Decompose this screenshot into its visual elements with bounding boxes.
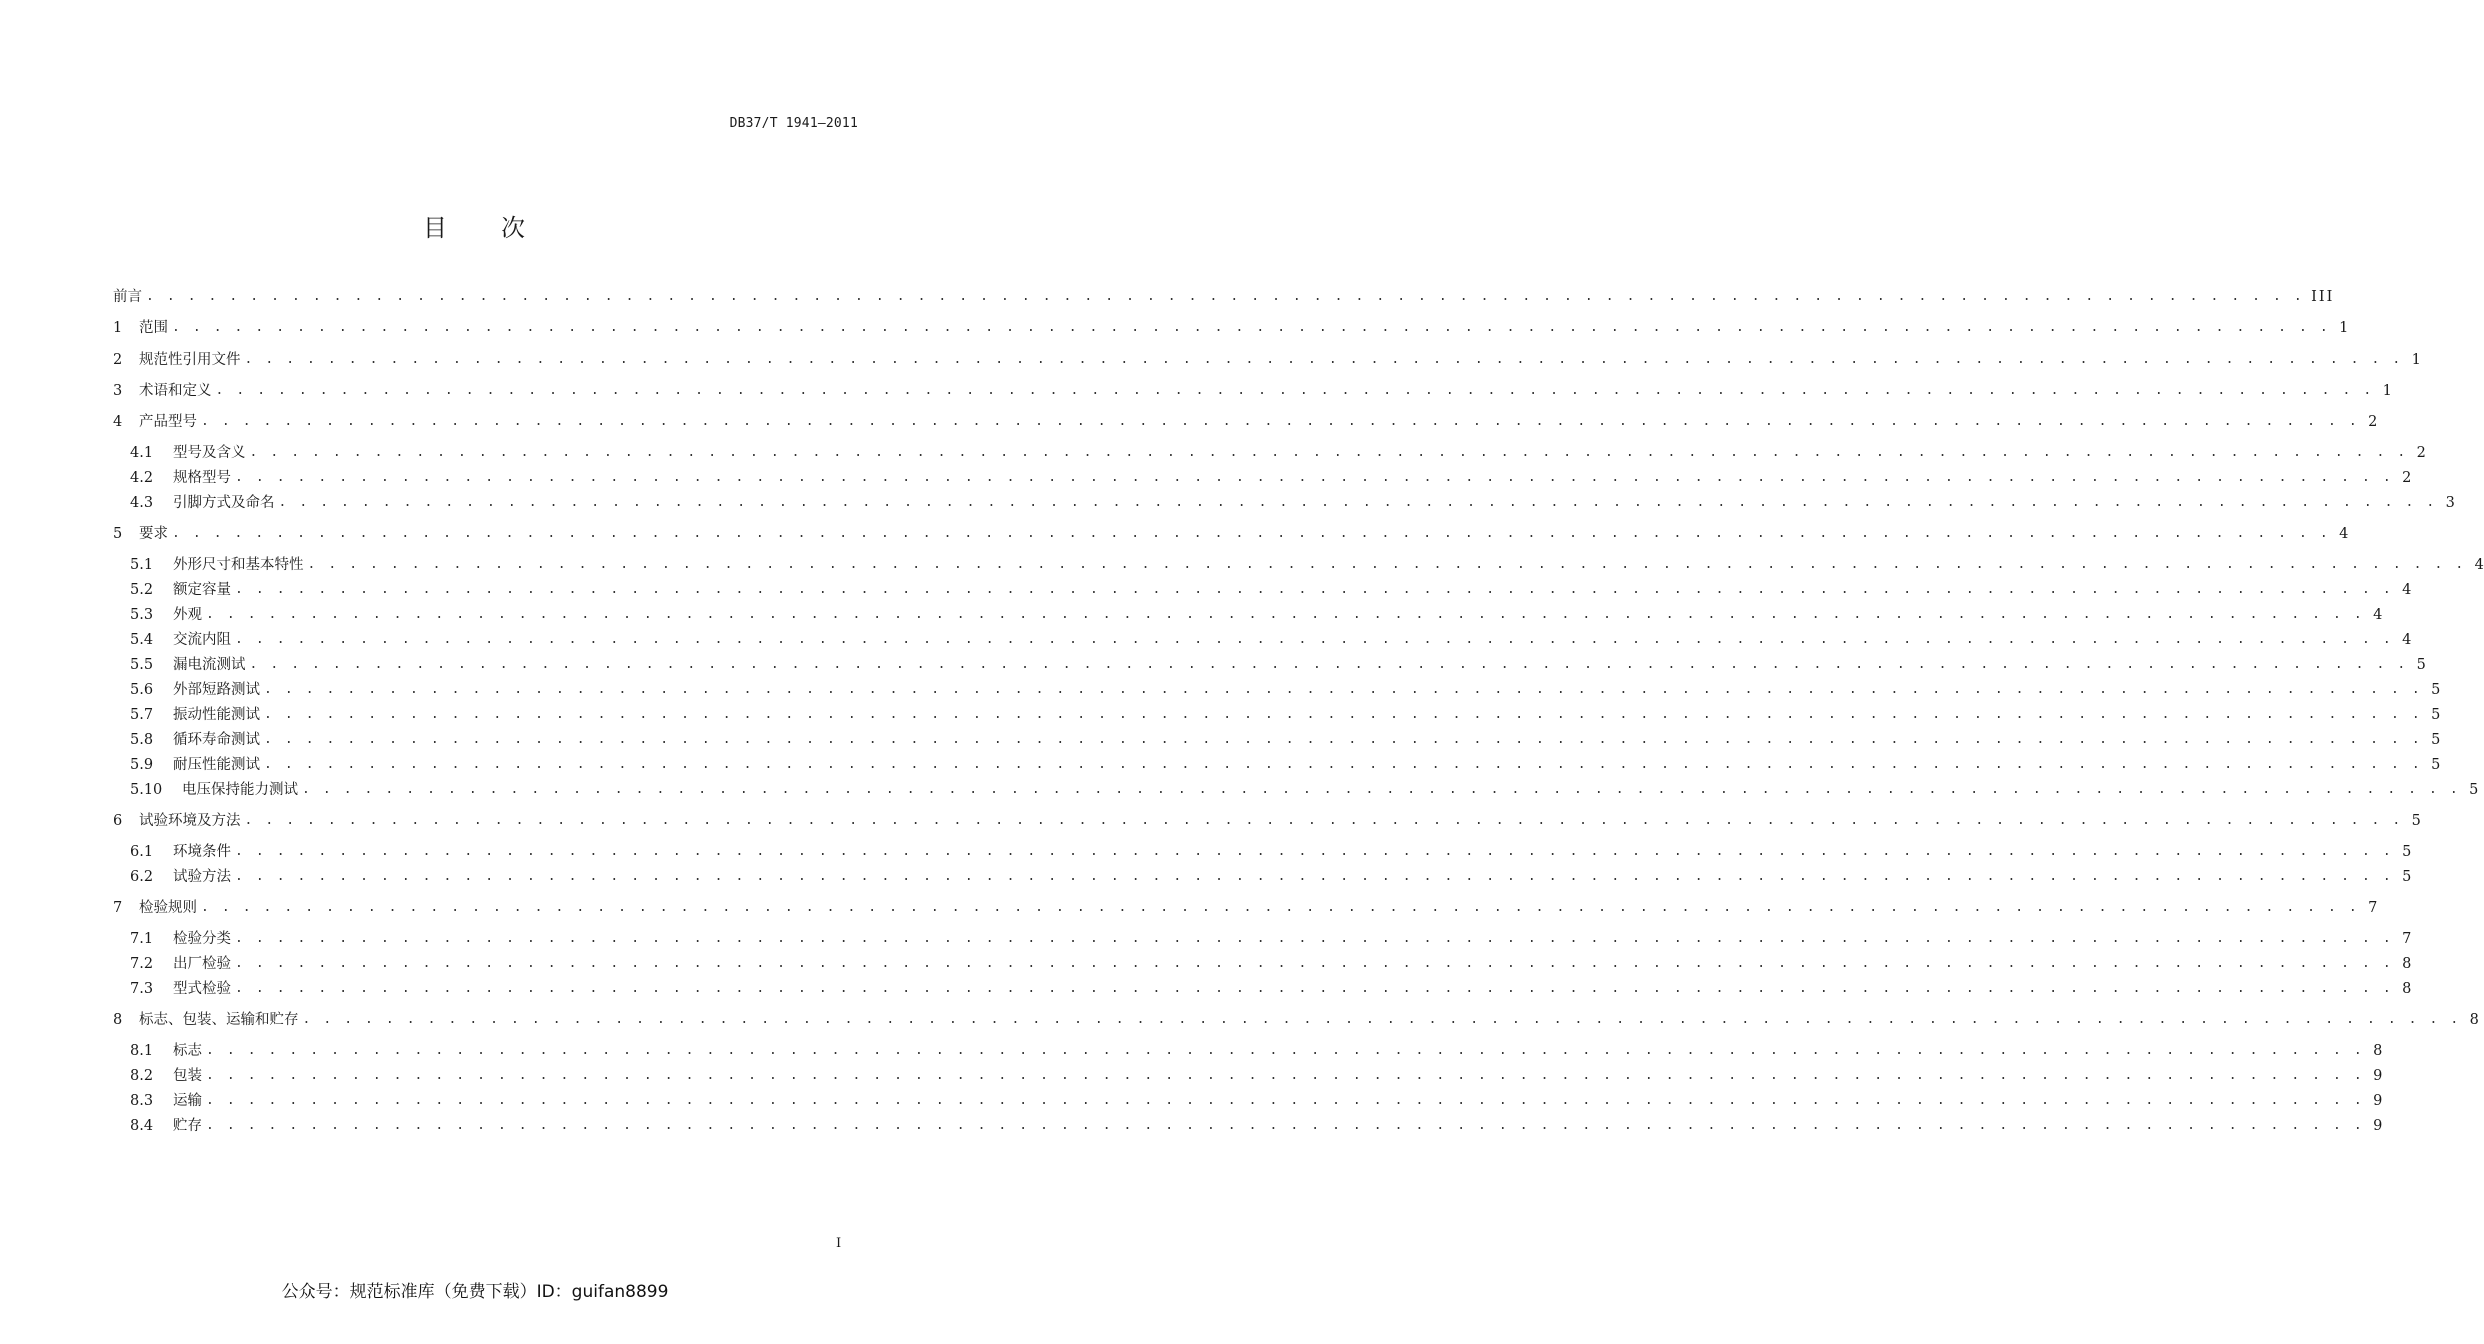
toc-entry[interactable] <box>113 381 2392 401</box>
document-id: DB37/T 1941—2011 <box>729 116 858 131</box>
toc-leader-dots: . . . . . . . . . . . . . . . . . . . . . . . . . . . . . . . . . . . . . . . . . . . . . . . . . . . . . . . . . . . . . . . . . . . . . . . . . . . . . . . . . . . . . . . . . . . . . . . . . . . . . . . . <box>278 495 2437 510</box>
toc-leader-dots: . . . . . . . . . . . . . . . . . . . . . . . . . . . . . . . . . . . . . . . . . . . . . . . . . . . . . . . . . . . . . . . . . . . . . . . . . . . . . . . . . . . . . . . . . . . . . . . . . . . . . . . . <box>264 682 2423 697</box>
toc-leader-dots: . . . . . . . . . . . . . . . . . . . . . . . . . . . . . . . . . . . . . . . . . . . . . . . . . . . . . . . . . . . . . . . . . . . . . . . . . . . . . . . . . . . . . . . . . . . . . . . . . . . . . . . . <box>172 320 2331 335</box>
toc-leader-dots: . . . . . . . . . . . . . . . . . . . . . . . . . . . . . . . . . . . . . . . . . . . . . . . . . . . . . . . . . . . . . . . . . . . . . . . . . . . . . . . . . . . . . . . . . . . . . . . . . . . . . . . . <box>302 1012 2461 1027</box>
toc-entry-number: 5.9 <box>130 757 154 773</box>
toc-entry-page: 1 <box>2382 383 2392 399</box>
toc-leader-dots: . . . . . . . . . . . . . . . . . . . . . . . . . . . . . . . . . . . . . . . . . . . . . . . . . . . . . . . . . . . . . . . . . . . . . . . . . . . . . . . . . . . . . . . . . . . . . . . . . . . . . . . . <box>302 782 2461 797</box>
toc-entry-label: 运输 <box>173 1093 202 1109</box>
toc-entry-label: 外观 <box>173 607 202 623</box>
toc-entry-number: 5.3 <box>130 607 154 623</box>
toc-entry[interactable] <box>113 468 2412 488</box>
toc-entry-page: 4 <box>2402 632 2412 648</box>
toc-entry-page: 1 <box>2411 352 2421 368</box>
toc-entry-page: 4 <box>2373 607 2383 623</box>
toc-entry-page: 2 <box>2402 470 2412 486</box>
toc-entry-number: 5.5 <box>130 657 154 673</box>
toc-entry-page: 5 <box>2469 782 2479 798</box>
toc-leader-dots: . . . . . . . . . . . . . . . . . . . . . . . . . . . . . . . . . . . . . . . . . . . . . . . . . . . . . . . . . . . . . . . . . . . . . . . . . . . . . . . . . . . . . . . . . . . . . . . . . . . . . . . . <box>206 1118 2365 1133</box>
toc-entry-number: 4 <box>113 414 123 430</box>
toc-entry-label: 术语和定义 <box>139 383 212 399</box>
toc-entry-number: 7 <box>113 900 123 916</box>
toc-entry-label: 试验环境及方法 <box>139 813 241 829</box>
toc-entry[interactable] <box>113 755 2441 775</box>
toc-entry[interactable] <box>113 705 2441 725</box>
toc-leader-dots: . . . . . . . . . . . . . . . . . . . . . . . . . . . . . . . . . . . . . . . . . . . . . . . . . . . . . . . . . . . . . . . . . . . . . . . . . . . . . . . . . . . . . . . . . . . . . . . . . . . . . . . . <box>264 732 2423 747</box>
toc-entry-number: 2 <box>113 352 123 368</box>
toc-entry[interactable] <box>113 730 2441 750</box>
toc-leader-dots: . . . . . . . . . . . . . . . . . . . . . . . . . . . . . . . . . . . . . . . . . . . . . . . . . . . . . . . . . . . . . . . . . . . . . . . . . . . . . . . . . . . . . . . . . . . . . . . . . . . . . . . . <box>206 607 2365 622</box>
toc-entry-number: 8 <box>113 1012 123 1028</box>
toc-entry[interactable] <box>113 555 2484 575</box>
toc-entry-page: 1 <box>2339 320 2349 336</box>
toc-entry[interactable] <box>113 412 2378 432</box>
toc-entry[interactable] <box>113 811 2421 831</box>
toc-leader-dots: . . . . . . . . . . . . . . . . . . . . . . . . . . . . . . . . . . . . . . . . . . . . . . . . . . . . . . . . . . . . . . . . . . . . . . . . . . . . . . . . . . . . . . . . . . . . . . . . . . . . . . . . <box>206 1068 2365 1083</box>
toc-entry[interactable] <box>113 1091 2383 1111</box>
toc-leader-dots: . . . . . . . . . . . . . . . . . . . . . . . . . . . . . . . . . . . . . . . . . . . . . . . . . . . . . . . . . . . . . . . . . . . . . . . . . . . . . . . . . . . . . . . . . . . . . . . . . . . . . . . . <box>235 470 2394 485</box>
toc-entry[interactable] <box>113 780 2479 800</box>
toc-entry[interactable] <box>113 1010 2479 1030</box>
toc-entry-number: 8.2 <box>130 1068 154 1084</box>
toc-entry-page: 4 <box>2474 557 2484 573</box>
toc-leader-dots: . . . . . . . . . . . . . . . . . . . . . . . . . . . . . . . . . . . . . . . . . . . . . . . . . . . . . . . . . . . . . . . . . . . . . . . . . . . . . . . . . . . . . . . . . . . . . . . . . . . . . . . . <box>235 844 2394 859</box>
toc-leader-dots: . . . . . . . . . . . . . . . . . . . . . . . . . . . . . . . . . . . . . . . . . . . . . . . . . . . . . . . . . . . . . . . . . . . . . . . . . . . . . . . . . . . . . . . . . . . . . . . . . . . . . . . . <box>244 352 2403 367</box>
toc-entry[interactable] <box>113 842 2412 862</box>
toc-leader-dots: . . . . . . . . . . . . . . . . . . . . . . . . . . . . . . . . . . . . . . . . . . . . . . . . . . . . . . . . . . . . . . . . . . . . . . . . . . . . . . . . . . . . . . . . . . . . . . . . . . . . . . . . <box>264 707 2423 722</box>
toc-entry-label: 检验分类 <box>173 931 231 947</box>
toc-entry-label: 范围 <box>139 320 168 336</box>
toc-leader-dots: . . . . . . . . . . . . . . . . . . . . . . . . . . . . . . . . . . . . . . . . . . . . . . . . . . . . . . . . . . . . . . . . . . . . . . . . . . . . . . . . . . . . . . . . . . . . . . . . . . . . . . . . <box>235 632 2394 647</box>
toc-entry-number: 8.4 <box>130 1118 154 1134</box>
toc-entry[interactable] <box>113 1041 2383 1061</box>
toc-leader-dots: . . . . . . . . . . . . . . . . . . . . . . . . . . . . . . . . . . . . . . . . . . . . . . . . . . . . . . . . . . . . . . . . . . . . . . . . . . . . . . . . . . . . . . . . . . . . . . . . . . . . . . . . <box>206 1043 2365 1058</box>
toc-entry-label: 环境条件 <box>173 844 231 860</box>
toc-entry-page: 4 <box>2339 526 2349 542</box>
toc-entry-label: 包装 <box>173 1068 202 1084</box>
toc-entry-number: 8.1 <box>130 1043 154 1059</box>
toc-entry-number: 1 <box>113 320 123 336</box>
toc-entry-label: 标志、包装、运输和贮存 <box>139 1012 299 1028</box>
toc-title: 目 次 <box>423 214 527 242</box>
toc-leader-dots: . . . . . . . . . . . . . . . . . . . . . . . . . . . . . . . . . . . . . . . . . . . . . . . . . . . . . . . . . . . . . . . . . . . . . . . . . . . . . . . . . . . . . . . . . . . . . . . . . . . . . . . . <box>172 526 2331 541</box>
toc-entry[interactable] <box>113 954 2412 974</box>
toc-entry-label: 检验规则 <box>139 900 197 916</box>
toc-entry-page: 5 <box>2402 869 2412 885</box>
toc-entry-page: 5 <box>2416 657 2426 673</box>
toc-entry-number: 5.2 <box>130 582 154 598</box>
toc-entry-number: 3 <box>113 383 123 399</box>
toc-entry-label: 要求 <box>139 526 168 542</box>
toc-leader-dots: . . . . . . . . . . . . . . . . . . . . . . . . . . . . . . . . . . . . . . . . . . . . . . . . . . . . . . . . . . . . . . . . . . . . . . . . . . . . . . . . . . . . . . . . . . . . . . . . . . . . . . . . <box>235 869 2394 884</box>
toc-entry-number: 4.1 <box>130 445 154 461</box>
toc-leader-dots: . . . . . . . . . . . . . . . . . . . . . . . . . . . . . . . . . . . . . . . . . . . . . . . . . . . . . . . . . . . . . . . . . . . . . . . . . . . . . . . . . . . . . . . . . . . . . . . . . . . . . . . . <box>235 582 2394 597</box>
toc-entry-page: 3 <box>2445 495 2455 511</box>
toc-leader-dots: . . . . . . . . . . . . . . . . . . . . . . . . . . . . . . . . . . . . . . . . . . . . . . . . . . . . . . . . . . . . . . . . . . . . . . . . . . . . . . . . . . . . . . . . . . . . . . . . . . . . . . . . <box>307 557 2466 572</box>
toc-entry-number: 5 <box>113 526 123 542</box>
toc-leader-dots: . . . . . . . . . . . . . . . . . . . . . . . . . . . . . . . . . . . . . . . . . . . . . . . . . . . . . . . . . . . . . . . . . . . . . . . . . . . . . . . . . . . . . . . . . . . . . . . . . . . . . . . . <box>249 445 2408 460</box>
toc-entry[interactable] <box>113 287 2335 307</box>
toc-entry[interactable] <box>113 867 2412 887</box>
toc-entry-number: 6 <box>113 813 123 829</box>
toc-entry-page: 5 <box>2402 844 2412 860</box>
toc-entry-label: 出厂检验 <box>173 956 231 972</box>
toc-entry-page: 9 <box>2373 1093 2383 1109</box>
toc-entry-label: 循环寿命测试 <box>173 732 260 748</box>
toc-entry-label: 规格型号 <box>173 470 231 486</box>
toc-entry-page: 8 <box>2402 956 2412 972</box>
toc-entry[interactable] <box>113 493 2455 513</box>
toc-entry-label: 引脚方式及命名 <box>173 495 275 511</box>
toc-leader-dots: . . . . . . . . . . . . . . . . . . . . . . . . . . . . . . . . . . . . . . . . . . . . . . . . . . . . . . . . . . . . . . . . . . . . . . . . . . . . . . . . . . . . . . . . . . . . . . . . . . . . . . . . <box>201 900 2360 915</box>
toc-entry-label: 规范性引用文件 <box>139 352 241 368</box>
toc-entry-number: 5.7 <box>130 707 154 723</box>
toc-leader-dots: . . . . . . . . . . . . . . . . . . . . . . . . . . . . . . . . . . . . . . . . . . . . . . . . . . . . . . . . . . . . . . . . . . . . . . . . . . . . . . . . . . . . . . . . . . . . . . . . . . . . . . . . <box>249 657 2408 672</box>
toc-entry-number: 5.10 <box>130 782 163 798</box>
toc-entry-label: 前言 <box>113 289 142 305</box>
toc-entry[interactable] <box>113 655 2426 675</box>
toc-entry-page: 2 <box>2368 414 2378 430</box>
footer-page-number: I <box>836 1236 842 1251</box>
toc-entry-page: 7 <box>2368 900 2378 916</box>
toc-entry-label: 贮存 <box>173 1118 202 1134</box>
toc-entry-label: 型式检验 <box>173 981 231 997</box>
toc-entry-label: 试验方法 <box>173 869 231 885</box>
toc-entry-number: 5.1 <box>130 557 154 573</box>
toc-entry-number: 5.6 <box>130 682 154 698</box>
toc-entry-label: 振动性能测试 <box>173 707 260 723</box>
toc-entry[interactable] <box>113 898 2378 918</box>
toc-entry-label: 外部短路测试 <box>173 682 260 698</box>
toc-entry-page: 5 <box>2411 813 2421 829</box>
toc-entry-page: 9 <box>2373 1118 2383 1134</box>
toc-entry[interactable] <box>113 524 2349 544</box>
toc-entry[interactable] <box>113 443 2426 463</box>
toc-entry[interactable] <box>113 580 2412 600</box>
toc-leader-dots: . . . . . . . . . . . . . . . . . . . . . . . . . . . . . . . . . . . . . . . . . . . . . . . . . . . . . . . . . . . . . . . . . . . . . . . . . . . . . . . . . . . . . . . . . . . . . . . . . . . . . . . . <box>235 931 2394 946</box>
toc-entry-label: 外形尺寸和基本特性 <box>173 557 304 573</box>
toc-entry-number: 5.4 <box>130 632 154 648</box>
toc-entry-number: 8.3 <box>130 1093 154 1109</box>
toc-entry[interactable] <box>113 1066 2383 1086</box>
toc-entry[interactable] <box>113 680 2441 700</box>
toc-leader-dots: . . . . . . . . . . . . . . . . . . . . . . . . . . . . . . . . . . . . . . . . . . . . . . . . . . . . . . . . . . . . . . . . . . . . . . . . . . . . . . . . . . . . . . . . . . . . . . . . . . . . . . . . <box>201 414 2360 429</box>
toc-leader-dots: . . . . . . . . . . . . . . . . . . . . . . . . . . . . . . . . . . . . . . . . . . . . . . . . . . . . . . . . . . . . . . . . . . . . . . . . . . . . . . . . . . . . . . . . . . . . . . . . . . . . . . . . <box>235 981 2394 996</box>
toc-entry[interactable] <box>113 318 2349 338</box>
toc-leader-dots: . . . . . . . . . . . . . . . . . . . . . . . . . . . . . . . . . . . . . . . . . . . . . . . . . . . . . . . . . . . . . . . . . . . . . . . . . . . . . . . . . . . . . . . . . . . . . . . . . . . . . . . . <box>235 956 2394 971</box>
toc-entry-number: 4.2 <box>130 470 154 486</box>
toc-entry-page: 5 <box>2431 757 2441 773</box>
toc-entry-page: 9 <box>2373 1068 2383 1084</box>
toc-entry-label: 漏电流测试 <box>173 657 246 673</box>
toc-entry-number: 7.3 <box>130 981 154 997</box>
toc-entry-page: 4 <box>2402 582 2412 598</box>
toc-entry-label: 电压保持能力测试 <box>182 782 298 798</box>
toc-entry-page: 2 <box>2416 445 2426 461</box>
toc-entry-number: 5.8 <box>130 732 154 748</box>
toc-leader-dots: . . . . . . . . . . . . . . . . . . . . . . . . . . . . . . . . . . . . . . . . . . . . . . . . . . . . . . . . . . . . . . . . . . . . . . . . . . . . . . . . . . . . . . . . . . . . . . . . . . . . . . . . <box>206 1093 2365 1108</box>
toc-entry-label: 额定容量 <box>173 582 231 598</box>
watermark-text: 公众号：规范标准库（免费下载）ID：guifan8899 <box>281 1282 669 1302</box>
toc-leader-dots: . . . . . . . . . . . . . . . . . . . . . . . . . . . . . . . . . . . . . . . . . . . . . . . . . . . . . . . . . . . . . . . . . . . . . . . . . . . . . . . . . . . . . . . . . . . . . . . . . . . . . . . . <box>244 813 2403 828</box>
toc-entry-label: 耐压性能测试 <box>173 757 260 773</box>
toc-entry-page: 7 <box>2402 931 2412 947</box>
toc-entry[interactable] <box>113 605 2383 625</box>
toc-entry-page: 5 <box>2431 682 2441 698</box>
toc-entry[interactable] <box>113 1116 2383 1136</box>
toc-entry-page: 5 <box>2431 732 2441 748</box>
toc-leader-dots: . . . . . . . . . . . . . . . . . . . . . . . . . . . . . . . . . . . . . . . . . . . . . . . . . . . . . . . . . . . . . . . . . . . . . . . . . . . . . . . . . . . . . . . . . . . . . . . . . . . . . . . . <box>264 757 2423 772</box>
toc-entry-number: 7.1 <box>130 931 154 947</box>
toc-entry[interactable] <box>113 630 2412 650</box>
toc-entry-page: 5 <box>2431 707 2441 723</box>
toc-entry[interactable] <box>113 350 2421 370</box>
toc-entry-label: 交流内阻 <box>173 632 231 648</box>
toc-leader-dots: . . . . . . . . . . . . . . . . . . . . . . . . . . . . . . . . . . . . . . . . . . . . . . . . . . . . . . . . . . . . . . . . . . . . . . . . . . . . . . . . . . . . . . . . . . . . . . . . . . . . . . . . <box>146 289 2305 304</box>
toc-entry-page: 8 <box>2469 1012 2479 1028</box>
toc-entry[interactable] <box>113 929 2412 949</box>
toc-entry-label: 标志 <box>173 1043 202 1059</box>
toc-entry-label: 产品型号 <box>139 414 197 430</box>
toc-entry-label: 型号及含义 <box>173 445 246 461</box>
toc-entry-number: 6.1 <box>130 844 154 860</box>
toc-entry[interactable] <box>113 979 2412 999</box>
toc-leader-dots: . . . . . . . . . . . . . . . . . . . . . . . . . . . . . . . . . . . . . . . . . . . . . . . . . . . . . . . . . . . . . . . . . . . . . . . . . . . . . . . . . . . . . . . . . . . . . . . . . . . . . . . . <box>215 383 2374 398</box>
toc-entry-number: 7.2 <box>130 956 154 972</box>
toc-entry-page: III <box>2311 289 2335 305</box>
toc-entry-page: 8 <box>2402 981 2412 997</box>
toc-entry-number: 4.3 <box>130 495 154 511</box>
toc-entry-number: 6.2 <box>130 869 154 885</box>
toc-entry-page: 8 <box>2373 1043 2383 1059</box>
